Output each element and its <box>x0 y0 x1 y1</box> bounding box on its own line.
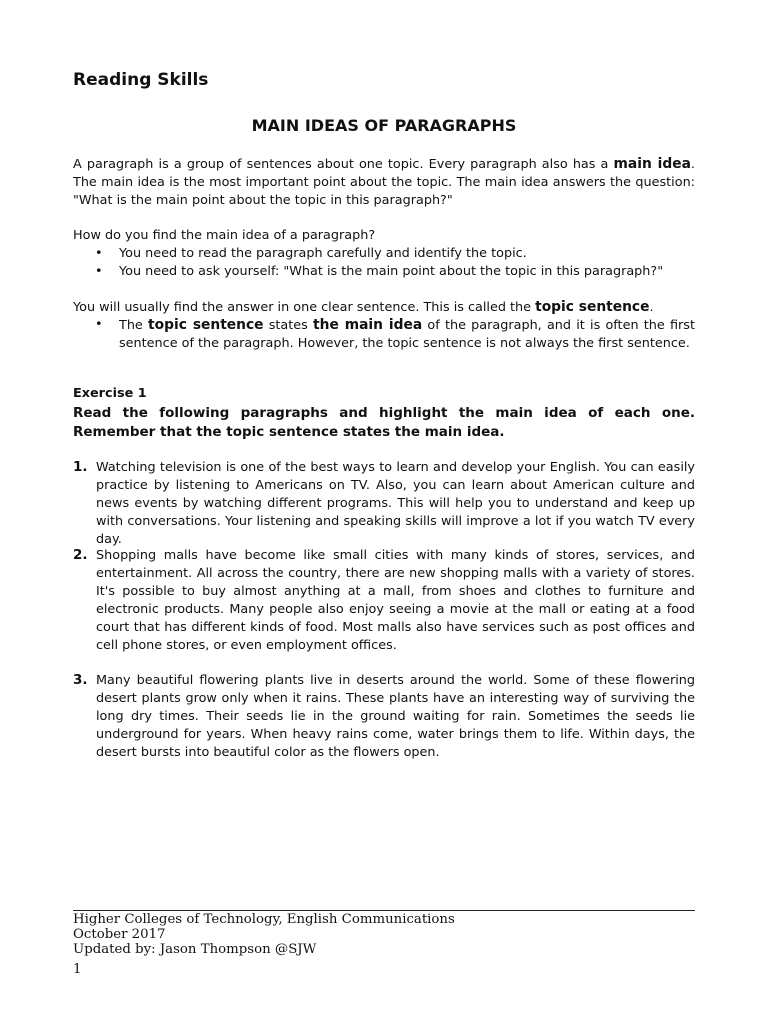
intro-text-b: . The main idea is the most important point about the topic. The main idea answers the question: "What is the main point about the topic in this paragraph?" <box>73 157 695 208</box>
topic-text-a: You will usually find the answer in one clear sentence. This is called the <box>73 300 536 315</box>
footer-institution: Higher Colleges of Technology, English Communications <box>73 912 455 927</box>
b3-bold-main-idea: the main idea <box>313 317 423 333</box>
list-item <box>73 245 695 263</box>
item-text: Watching television is one of the best ways to learn and develop your English. You can easily practice by listening to Americans on TV. Also, you can learn about American culture and news events by watching different programs. This will help you to understand and keep up with conversations. Your listening and speaking skills will improve a lot if you watch TV every day. <box>96 460 695 547</box>
page-number: 1 <box>73 962 82 977</box>
b3-text-3: states <box>263 318 314 333</box>
intro-bold-main-idea: main idea <box>613 156 691 172</box>
exercise-item <box>73 459 695 549</box>
item-number: 3. <box>73 672 88 688</box>
document-title: Reading Skills <box>73 70 209 90</box>
exercise-item <box>73 672 695 762</box>
page-footer <box>73 912 455 957</box>
exercise-instruction: Read the following paragraphs and highlight the main idea of each one. Remember that the topic sentence states the main idea. <box>73 405 695 440</box>
question-line: How do you find the main idea of a paragraph? <box>73 228 376 243</box>
item-text: Shopping malls have become like small cities with many kinds of stores, services, and entertainment. All across the country, there are new shopping malls with a variety of stores. It's possible to buy almost anything at a mall, from shoes and clothes to furniture and electronic products. Many people also enjoy seeing a movie at the mall or eating at a food court that has different kinds of food. Most malls also have services such as post offices and cell phone stores, or even employment offices. <box>96 548 695 653</box>
footer-author: Updated by: Jason Thompson @SJW <box>73 942 317 957</box>
item-number: 2. <box>73 547 88 563</box>
list-item <box>73 263 695 281</box>
topic-sentence-paragraph <box>73 298 695 317</box>
item-text: Many beautiful flowering plants live in deserts around the world. Some of these flowering desert plants grow only when it rains. These plants have an interesting way of surviving the long dry times. Their seeds lie in the ground waiting for rain. Sometimes the seeds lie underground for years. When heavy rains come, water brings them to life. Within days, the desert bursts into beautiful color as the flowers open. <box>96 673 695 760</box>
exercise-item <box>73 547 695 655</box>
b3-text-1: The <box>119 318 149 333</box>
list-item <box>73 316 695 353</box>
b3-text-5: of the paragraph, and it is often the first sentence of the paragraph. However, the topic sentence is not always the first sentence. <box>119 318 695 351</box>
bullet-icon: • <box>95 264 103 279</box>
bullet-icon: • <box>95 317 103 332</box>
topic-text-b: . <box>649 300 654 315</box>
find-main-idea-list <box>73 245 695 281</box>
bullet-icon: • <box>95 246 103 261</box>
footer-date: October 2017 <box>73 927 166 942</box>
page-heading: MAIN IDEAS OF PARAGRAPHS <box>251 116 517 135</box>
intro-text-a: A paragraph is a group of sentences about one topic. Every paragraph also has a <box>73 157 614 172</box>
b3-bold-topic-sentence: topic sentence <box>148 317 264 333</box>
topic-bold: topic sentence <box>535 299 650 315</box>
intro-paragraph <box>73 155 695 210</box>
list-item-text: You need to ask yourself: "What is the main point about the topic in this paragraph?" <box>119 264 664 279</box>
exercise-label: Exercise 1 <box>73 386 147 401</box>
footer-divider <box>73 910 695 911</box>
list-item-text: You need to read the paragraph carefully and identify the topic. <box>119 246 527 261</box>
topic-sentence-list <box>73 316 695 353</box>
item-number: 1. <box>73 459 88 475</box>
